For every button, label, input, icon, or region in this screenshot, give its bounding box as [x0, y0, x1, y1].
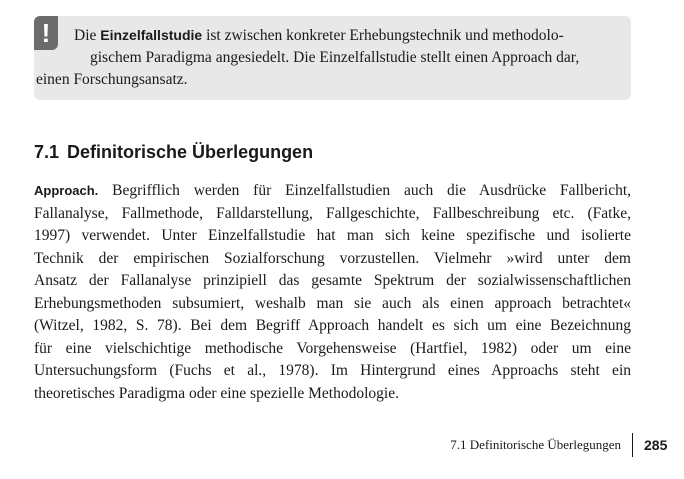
body-line: Erhebungsmethoden subsumiert, weshalb man sie auch als einen approach betrachtet«	[34, 294, 631, 312]
callout-line-1: Die Einzelfallstudie ist zwischen konkreter Erhebungstechnik und methodolo-	[74, 27, 564, 44]
running-title: 7.1 Definitorische Überlegungen	[450, 437, 621, 452]
footer-divider	[632, 433, 633, 457]
body-line: Fallanalyse, Fallmethode, Falldarstellung, Fallgeschichte, Fallbeschreibung etc. (Fatke,	[34, 204, 631, 222]
body-line: theoretisches Paradigma oder eine spezielle Methodologie.	[34, 384, 399, 402]
page-number: 285	[644, 437, 668, 453]
body-paragraph	[34, 180, 631, 405]
body-line: 1997) verwendet. Unter Einzelfallstudie hat man sich keine spezifische und isolierte	[34, 227, 631, 244]
callout-text	[36, 24, 619, 91]
body-line: Technik der empirischen Sozialforschung vorzustellen. Vielmehr »wird unter dem	[34, 249, 631, 267]
body-line: Ansatz der Fallanalyse prinzipiell das gesamte Spektrum der sozialwissenschaftlichen	[34, 272, 631, 289]
page-footer	[0, 433, 684, 457]
body-line: (Witzel, 1982, S. 78). Bei dem Begriff Approach handelt es sich um eine Bezeichnung	[34, 317, 631, 334]
body-line: für eine vielschichtige methodische Vorgehensweise (Hartfiel, 1982) oder um eine	[34, 339, 631, 357]
body-line: Untersuchungsform (Fuchs et al., 1978). Im Hintergrund eines Approachs steht ein	[34, 362, 631, 379]
section-title: Definitorische Überlegungen	[67, 142, 314, 162]
callout-line-2: gischem Paradigma angesiedelt. Die Einzelfallstudie stellt einen Approach dar,	[90, 49, 580, 66]
callout-term: Einzelfallstudie	[100, 27, 203, 43]
body-line: Approach. Begrifflich werden für Einzelfallstudien auch die Ausdrücke Fallbericht,	[34, 182, 631, 199]
exclamation-icon: !	[34, 16, 58, 50]
section-number: 7.1	[34, 142, 60, 162]
run-in-heading: Approach.	[34, 183, 99, 198]
callout-line-3: einen Forschungsansatz.	[36, 71, 188, 88]
note-callout	[34, 16, 631, 100]
section-heading	[34, 140, 313, 164]
